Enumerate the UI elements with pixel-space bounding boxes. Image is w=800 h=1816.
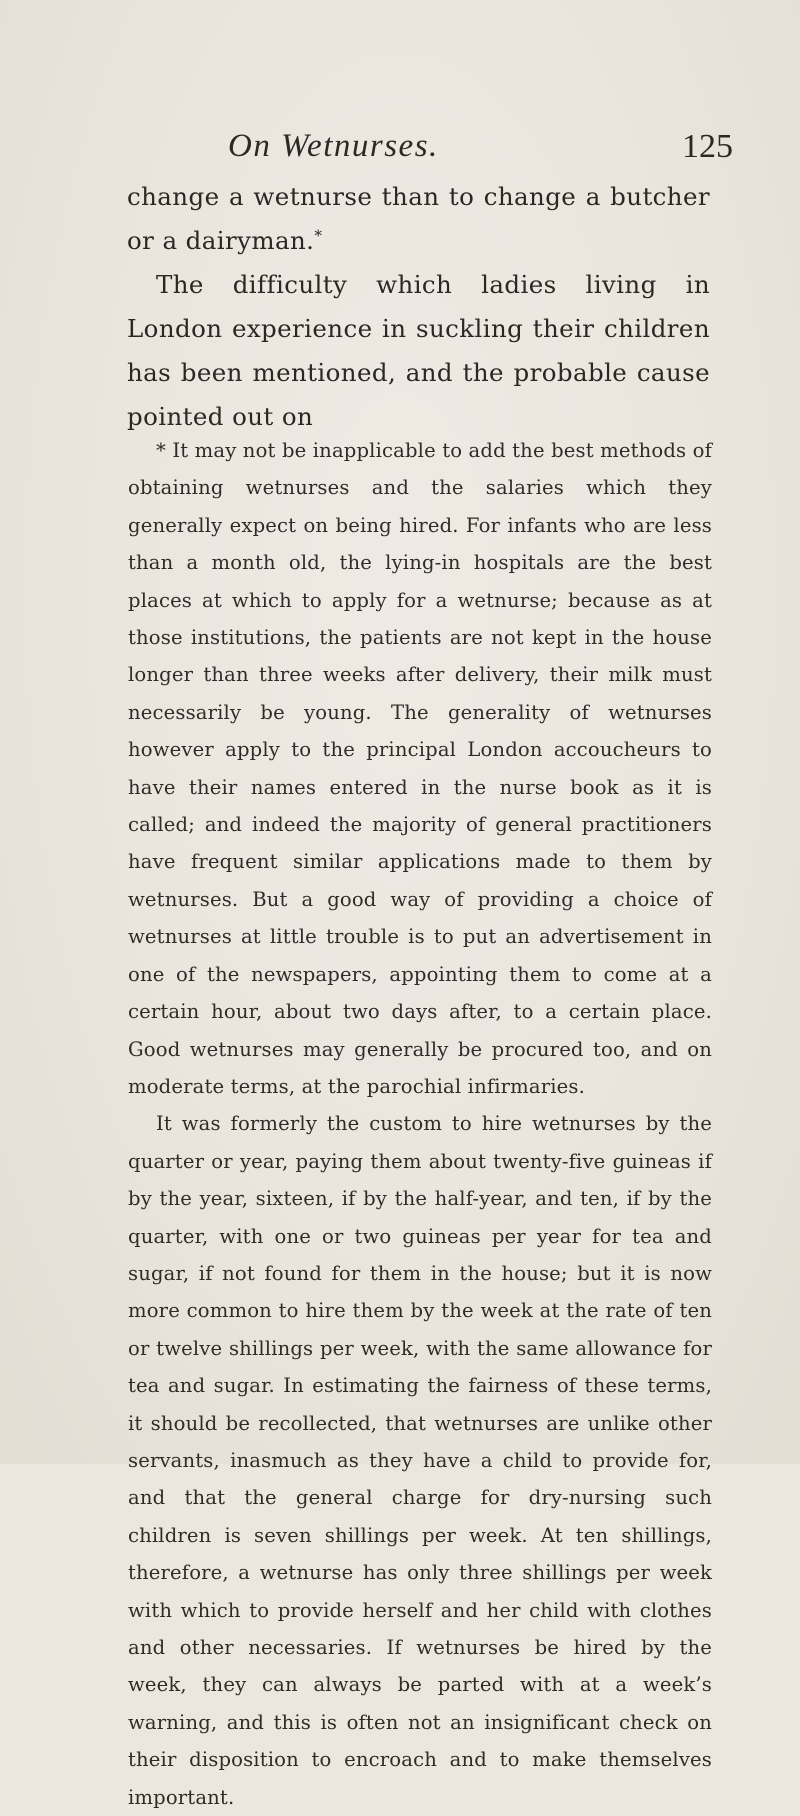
footnote-reference: *	[314, 226, 323, 245]
footnote-text: It may not be inapplicable to add the best methods of obtaining wetnurses and the salaries which they generally expect on being hired. For infants who are less than a month old, the lying-in hospitals are the best places at which to apply for a wetnurse; because as at those institutions, the patients are not kept in the house longer than three weeks after delivery, their milk must necessarily be young. The generality of wetnurses however apply to the principal London accoucheurs to have their names entered in the nurse book as it is called; and indeed the majority of general practitioners have frequent similar applications made to them by wetnurses. But a good way of providing a choice of wetnurses at little trouble is to put an advertisement in one of the newspapers, appointing them to come at a certain hour, about two days after, to a certain place. Good wetnurses may generally be procured too, and on moderate terms, at the parochial infirmaries.	[128, 439, 712, 1098]
paragraph: The difficulty which ladies living in London experience in suckling their children has been mentioned, and the probable cause pointed out on	[127, 270, 710, 431]
running-head	[0, 128, 800, 178]
footnote	[128, 432, 712, 1816]
footnote-paragraph: It was formerly the custom to hire wetnurses by the quarter or year, paying them about twenty-five guineas if by the year, sixteen, if by the half-year, and ten, if by the quarter, with one or two guineas per year for tea and sugar, if not found for them in the house; but it is now more common to hire them by the week at the rate of ten or twelve shillings per week, with the same allowance for tea and sugar. In estimating the fairness of these terms, it should be recollected, that wetnurses are unlike other servants, inasmuch as they have a child to provide for, and that the general charge for dry-nursing such children is seven shillings per week. At ten shillings, therefore, a wetnurse has only three shillings per week with which to provide herself and her child with clothes and other necessaries. If wetnurses be hired by the week, they can always be parted with at a week’s warning, and this is often not an insignificant check on their disposition to encroach and to make themselves important.	[128, 1112, 712, 1809]
page-number: 125	[682, 128, 733, 165]
footnote-marker: *	[156, 439, 166, 462]
paragraph-text: change a wetnurse than to change a butcher or a dairyman.	[127, 182, 710, 255]
footnote-paragraph	[128, 432, 712, 1105]
paragraph-continued	[127, 175, 710, 263]
main-text	[127, 175, 710, 439]
running-title: On Wetnurses.	[228, 128, 439, 164]
